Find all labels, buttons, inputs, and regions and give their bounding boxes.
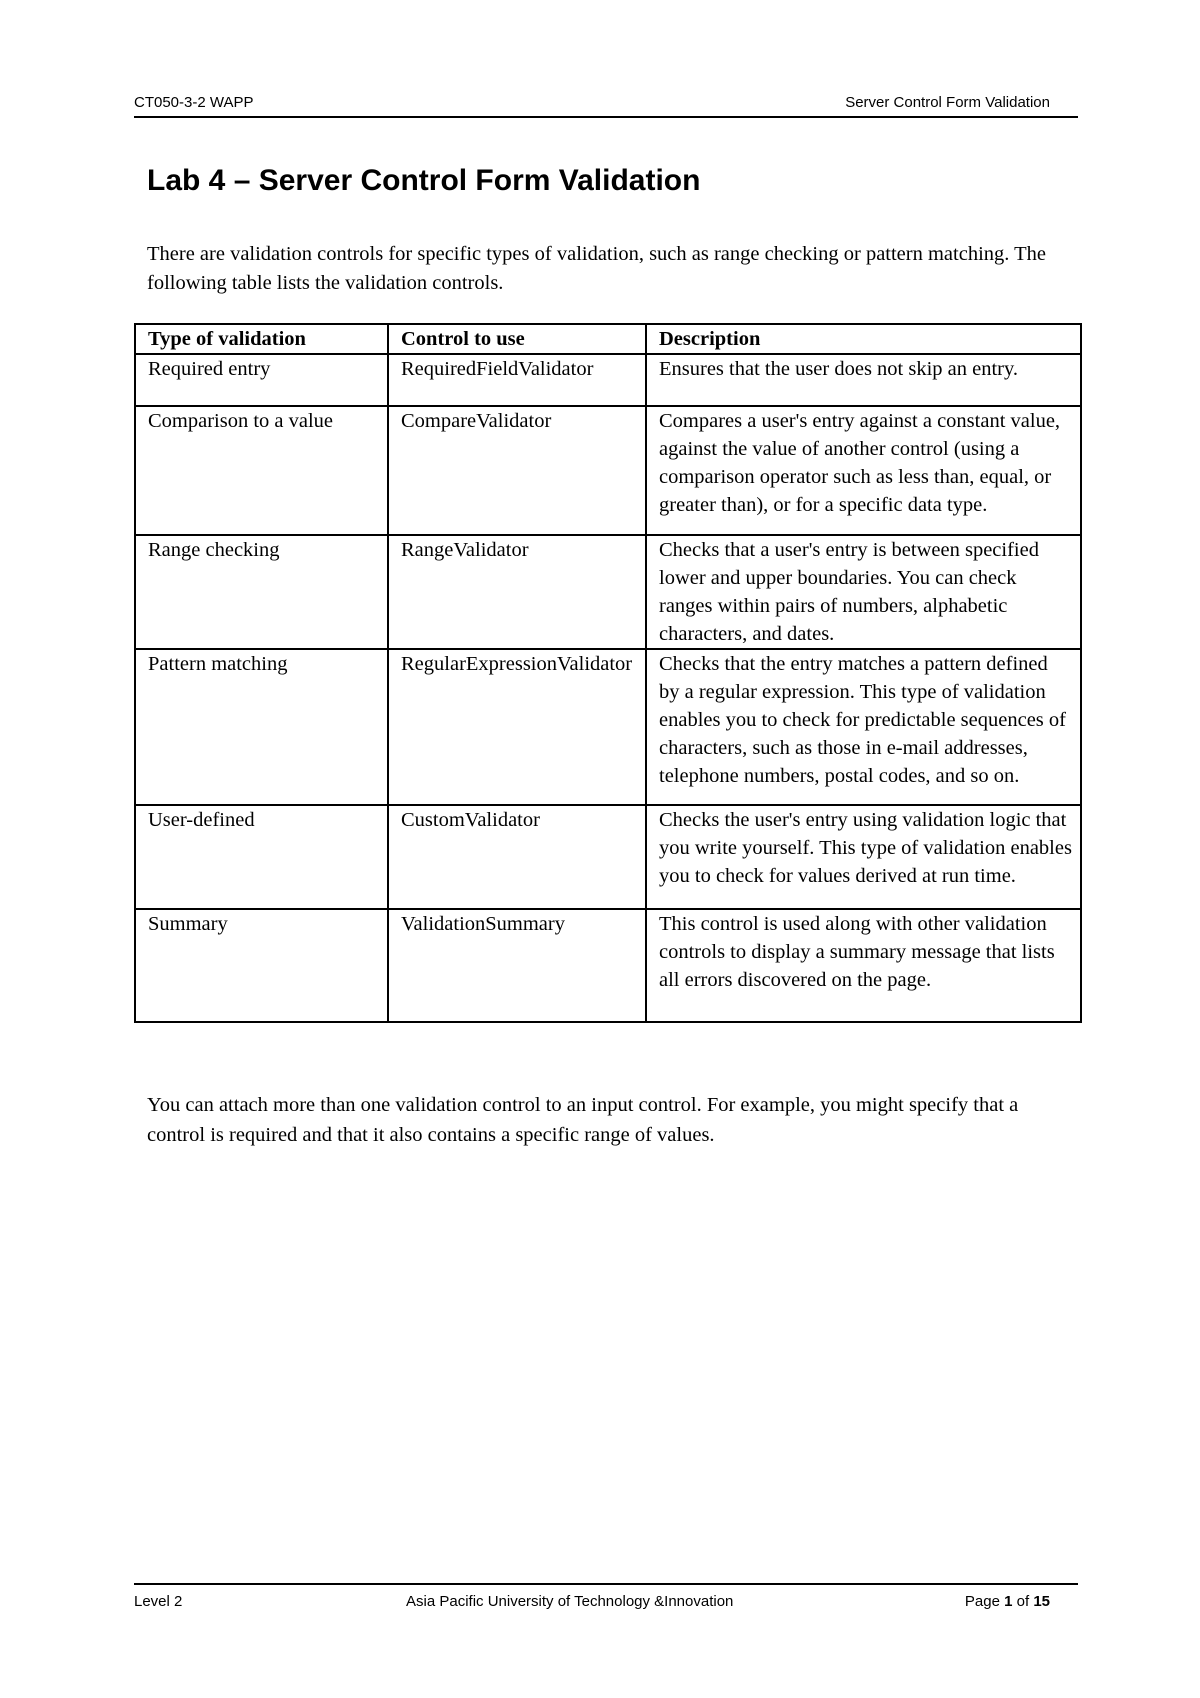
page-total: 15 xyxy=(1033,1593,1050,1610)
table-row xyxy=(135,535,1081,649)
table-row xyxy=(135,649,1081,805)
table-row xyxy=(135,909,1081,1022)
cell-control: CustomValidator xyxy=(388,805,646,909)
cell-description: Compares a user's entry against a constant value, against the value of another control (using a comparison operator such as less than, equal, or greater than), or for a specific data type. xyxy=(646,406,1081,535)
cell-description: Checks that the entry matches a pattern defined by a regular expression. This type of validation enables you to check for predictable sequences of characters, such as those in e-mail addresses, telephone numbers, postal codes, and so on. xyxy=(646,649,1081,805)
page-footer xyxy=(134,1583,1078,1611)
page-title: Lab 4 – Server Control Form Validation xyxy=(147,164,701,197)
cell-description: Checks that a user's entry is between specified lower and upper boundaries. You can check ranges within pairs of numbers, alphabetic characters, and dates. xyxy=(646,535,1081,649)
validation-controls-table xyxy=(134,323,1082,1023)
cell-description: Ensures that the user does not skip an entry. xyxy=(646,354,1081,406)
cell-description: Checks the user's entry using validation logic that you write yourself. This type of validation enables you to check for values derived at run time. xyxy=(646,805,1081,909)
table-row xyxy=(135,354,1081,406)
page-header xyxy=(134,92,1078,118)
column-header-type: Type of validation xyxy=(135,324,388,354)
cell-control: CompareValidator xyxy=(388,406,646,535)
header-course: CT050-3-2 WAPP xyxy=(134,94,254,111)
cell-type: Pattern matching xyxy=(135,649,388,805)
footer-university: Asia Pacific University of Technology &Innovation xyxy=(406,1593,734,1610)
cell-type: Range checking xyxy=(135,535,388,649)
column-header-control: Control to use xyxy=(388,324,646,354)
footer-level: Level 2 xyxy=(134,1593,183,1610)
footer-page-number xyxy=(965,1593,1050,1610)
cell-description: This control is used along with other validation controls to display a summary message that lists all errors discovered on the page. xyxy=(646,909,1081,1022)
page-label: Page xyxy=(964,1593,1000,1610)
intro-paragraph: There are validation controls for specific types of validation, such as range checking or pattern matching. The following table lists the validation controls. xyxy=(147,243,1047,294)
page-current: 1 xyxy=(1004,1593,1013,1610)
cell-type: User-defined xyxy=(135,805,388,909)
cell-control: RequiredFieldValidator xyxy=(388,354,646,406)
outro-paragraph: You can attach more than one validation control to an input control. For example, you might specify that a control is required and that it also contains a specific range of values. xyxy=(147,1094,1019,1146)
cell-control: RegularExpressionValidator xyxy=(388,649,646,805)
cell-type: Summary xyxy=(135,909,388,1022)
cell-control: RangeValidator xyxy=(388,535,646,649)
header-topic: Server Control Form Validation xyxy=(845,94,1050,111)
cell-type: Comparison to a value xyxy=(135,406,388,535)
table-row xyxy=(135,805,1081,909)
page-of: of xyxy=(1016,1593,1030,1610)
cell-type: Required entry xyxy=(135,354,388,406)
cell-control: ValidationSummary xyxy=(388,909,646,1022)
table-row xyxy=(135,406,1081,535)
table-header-row xyxy=(135,324,1081,354)
column-header-description: Description xyxy=(646,324,1081,354)
